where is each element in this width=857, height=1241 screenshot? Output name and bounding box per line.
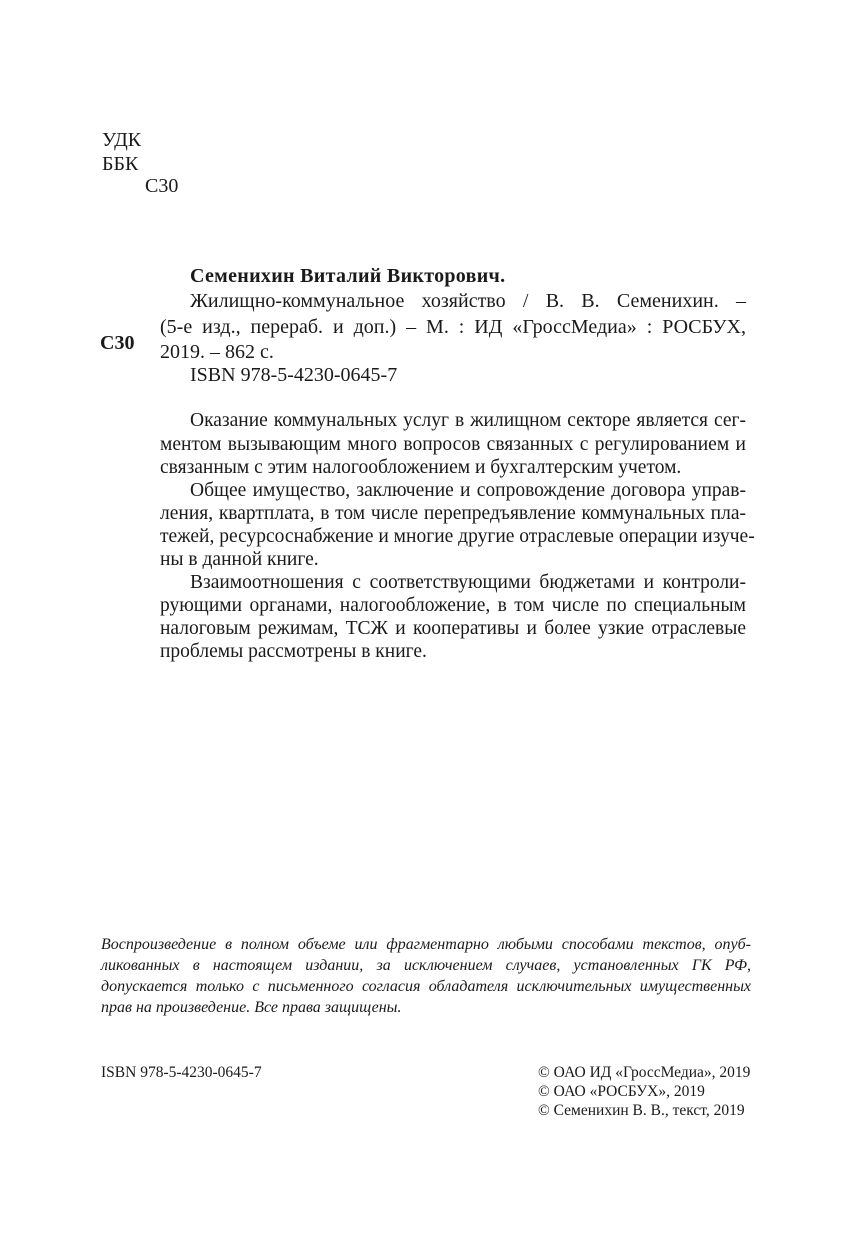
annotation-line: ментом вызывающим много вопросов связанных с регулированием и xyxy=(160,434,746,455)
author-name: Семенихин Виталий Викторович. xyxy=(190,265,506,287)
annotation-line: налоговым режимам, ТСЖ и кооперативы и более узкие отраслевые xyxy=(160,618,746,639)
copyright-notice-line: допускается только с письменного согласия обладателя исключительных имущественных xyxy=(101,978,751,995)
annotation-line: ления, квартплата, в том числе перепредъявление коммунальных пла- xyxy=(160,503,746,524)
copyright-notice-line: прав на произведение. Все права защищены. xyxy=(101,999,402,1016)
copyright-line: © ОАО ИД «ГроссМедиа», 2019 xyxy=(538,1064,751,1081)
bibliography-line: Жилищно-коммунальное хозяйство / В. В. Семенихин. – xyxy=(190,290,746,312)
annotation-line: Взаимоотношения с соответствующими бюджетами и контроли- xyxy=(190,572,746,593)
udk-label: УДК xyxy=(102,129,142,151)
author-mark: С30 xyxy=(100,332,135,354)
bibliography-line: 2019. – 862 с. xyxy=(160,341,274,363)
annotation-line: проблемы рассмотрены в книге. xyxy=(160,641,427,662)
annotation-line: Общее имущество, заключение и сопровождение договора управ- xyxy=(190,480,746,501)
annotation-line: Оказание коммунальных услуг в жилищном секторе является сег- xyxy=(190,410,746,431)
bibliography-line: (5-е изд., перераб. и доп.) – М. : ИД «ГроссМедиа» : РОСБУХ, xyxy=(160,316,746,338)
bbk-label: ББК xyxy=(102,153,139,175)
copyright-line: © Семенихин В. В., текст, 2019 xyxy=(538,1102,745,1119)
annotation-line: ны в данной книге. xyxy=(160,549,319,570)
copyright-notice-line: ликованных в настоящем издании, за исключением случаев, установленных ГК РФ, xyxy=(101,957,751,974)
copyright-line: © ОАО «РОСБУХ», 2019 xyxy=(538,1083,705,1100)
footer-isbn: ISBN 978-5-4230-0645-7 xyxy=(101,1064,262,1081)
isbn-line: ISBN 978-5-4230-0645-7 xyxy=(190,364,398,386)
annotation-line: тежей, ресурсоснабжение и многие другие отраслевые операции изуче- xyxy=(160,526,755,547)
annotation-line: связанным с этим налогообложением и бухгалтерским учетом. xyxy=(160,457,682,478)
copyright-notice-line: Воспроизведение в полном объеме или фрагментарно любыми способами текстов, опуб- xyxy=(101,936,751,953)
classification-code: С30 xyxy=(145,175,179,197)
annotation-line: рующими органами, налогообложение, в том числе по специальным xyxy=(160,595,746,616)
